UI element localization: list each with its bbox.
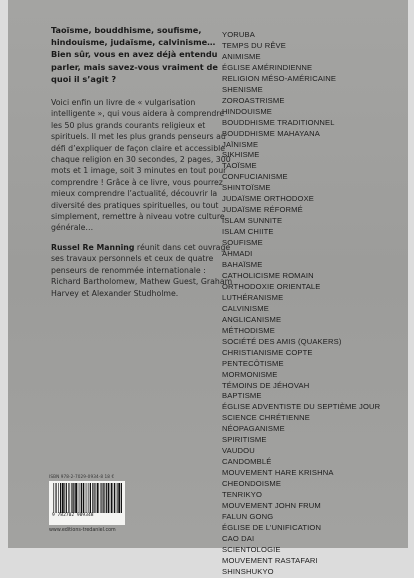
religion-item: MOUVEMENT HARE KRISHNA (222, 468, 334, 478)
religion-item: SIKHISME (222, 150, 260, 160)
religion-item: TENRIKYO (222, 490, 263, 500)
religion-item: ISLAM SUNNITE (222, 216, 283, 226)
religion-item: ÉGLISE DE L’UNIFICATION (222, 522, 322, 532)
religion-item: LUTHÉRANISME (222, 292, 284, 302)
religion-item: SCIENCE CHRÉTIENNE (222, 413, 310, 423)
author-paragraph (51, 242, 233, 299)
religion-item: SHINSHUKYO (222, 566, 274, 576)
barcode (49, 481, 125, 525)
religion-item: ANGLICANISME (222, 314, 282, 324)
religion-item: ANIMISME (222, 51, 261, 61)
religion-item: SPIRITISME (222, 435, 267, 445)
isbn-price: ISBN 978-2-7029-0934-8 18 € (49, 474, 115, 479)
religion-item: CAO DAI (222, 533, 255, 543)
religion-item: PENTECÔTISME (222, 358, 284, 368)
religion-item: YORUBA (222, 30, 255, 39)
religion-item: MOUVEMENT RASTAFARI (222, 555, 318, 565)
religion-list (222, 30, 402, 578)
religion-item: CHRISTIANISME COPTE (222, 347, 313, 357)
left-text-column (51, 24, 233, 298)
religion-item: ISLAM CHIITE (222, 227, 274, 237)
religion-item: SOCIÉTÉ DES AMIS (QUAKERS) (222, 336, 342, 346)
publisher-website: www.editions-tredaniel.com (49, 528, 116, 533)
religion-item: BAHAÏSME (222, 260, 263, 270)
religion-item: CONFUCIANISME (222, 172, 288, 182)
religion-item: NÉOPAGANISME (222, 424, 285, 434)
religion-item: CHEONDOISME (222, 479, 282, 489)
religion-item: ÉGLISE AMÉRINDIENNE (222, 62, 313, 72)
religion-item: SHENISME (222, 84, 263, 94)
description-paragraph: Voici enfin un livre de « vulgarisation intelligente », qui vous aidera à comprendre les 50 plus grands courants religieux et spirituels. Il met les plus grands penseurs au défi d’expliquer de façon claire et accessible chaque religion en 30 secondes, 2 pages, 300 mots et 1 image, soit 3 minutes en tout pour comprendre ! Grâce à ce livre, vous pourrez mieux comprendre l’actualité, découvrir la diversité des pratiques spirituelles, ou tout simplement, remettre à niveau votre culture générale… (51, 98, 231, 233)
religion-item: BOUDDHISME TRADITIONNEL (222, 117, 335, 127)
author-name: Russel Re Manning (51, 243, 135, 252)
intro-paragraph: Taoïsme, bouddhisme, soufisme, hindouisme, judaïsme, calvinisme… Bien sûr, vous en avez déjà entendu parler, mais savez-vous vraiment de quoi il s’agit ? (51, 25, 218, 84)
religion-item: HINDOUISME (222, 106, 273, 116)
religion-item: SHINTOÏSME (222, 183, 271, 193)
barcode-digits: 9 782702 909348 (52, 513, 94, 518)
religion-item: RELIGION MÉSO-AMÉRICAINE (222, 73, 337, 83)
religion-item: TEMPS DU RÊVE (222, 40, 286, 50)
religion-item: BOUDDHISME MAHAYANA (222, 128, 320, 138)
author-text: réunit dans cet ouvrage ses travaux personnels et ceux de quatre penseurs de renommée internationale : Richard Bartholomew, Mathew Guest, Graham Harvey et Alexander Studholme. (51, 243, 233, 298)
religion-item: SCIENTOLOGIE (222, 544, 281, 554)
religion-item: JUDAÏSME RÉFORMÉ (222, 205, 303, 215)
religion-item: MÉTHODISME (222, 325, 275, 335)
religion-item: TAOÏSME (222, 161, 257, 171)
religion-item: AHMADI (222, 249, 253, 259)
barcode-icon (52, 483, 122, 513)
religion-item: JUDAÏSME ORTHODOXE (222, 194, 315, 204)
religion-item: FALUN GONG (222, 511, 274, 521)
barcode-area (49, 474, 129, 533)
religion-item: BAPTISME (222, 391, 262, 401)
religion-item: ORTHODOXIE ORIENTALE (222, 281, 321, 291)
religion-item: SOUFISME (222, 238, 263, 248)
religion-item: MOUVEMENT JOHN FRUM (222, 500, 321, 510)
religion-item: CATHOLICISME ROMAIN (222, 270, 314, 280)
religion-item: CANDOMBLÉ (222, 457, 272, 467)
religion-item: TÉMOINS DE JÉHOVAH (222, 380, 310, 390)
book-back-cover (8, 0, 408, 576)
religion-item: JAÏNISME (222, 139, 259, 149)
religion-item: CALVINISME (222, 303, 269, 313)
religion-item: ÉGLISE ADVENTISTE DU SEPTIÈME JOUR (222, 402, 381, 412)
religion-item: VAUDOU (222, 446, 255, 456)
religion-item: ZOROASTRISME (222, 95, 285, 105)
religion-item: MORMONISME (222, 369, 278, 379)
